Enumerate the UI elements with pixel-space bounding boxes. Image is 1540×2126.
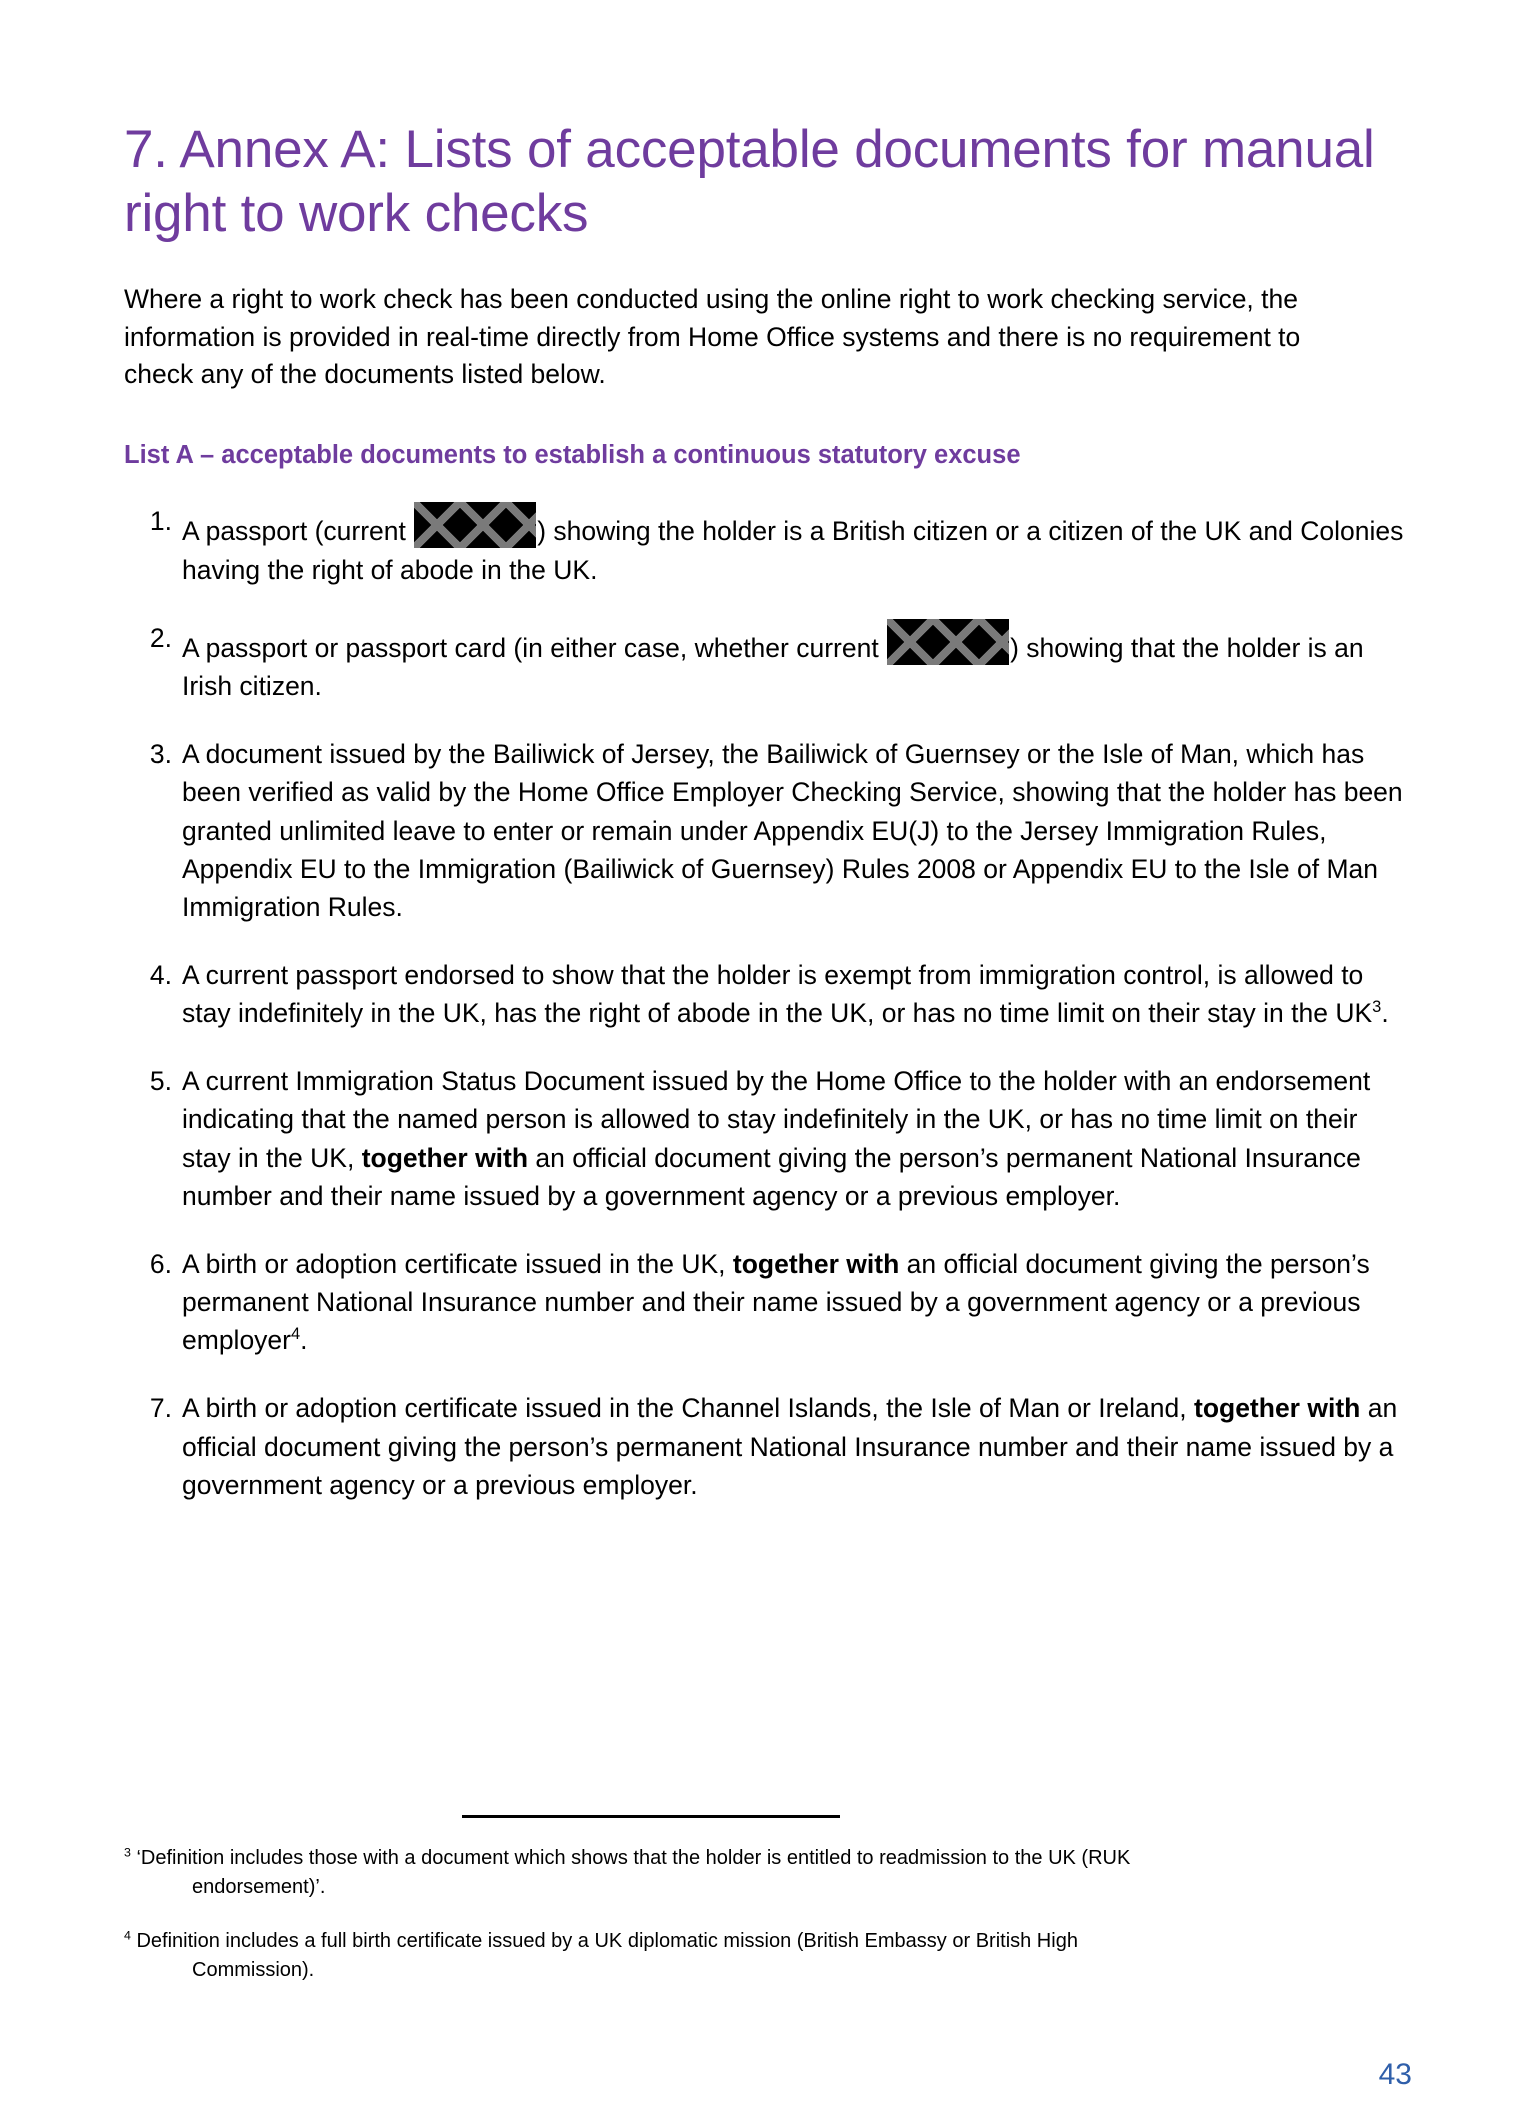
redaction-box-icon — [887, 619, 1009, 665]
footnote-4 — [124, 1927, 1412, 1984]
item-5-bold-phrase: together with — [361, 1142, 529, 1173]
footnote-3 — [124, 1844, 1412, 1901]
item-6-text-tail: . — [300, 1325, 308, 1356]
footnote-4-line1: Definition includes a full birth certificate issued by a UK diplomatic mission (British Embassy or British High — [136, 1930, 1078, 1953]
item-6-text-part2: an official document giving the person’s permanent National Insurance number and their name issued by a government agency or a previous employer — [182, 1248, 1370, 1356]
list-item-3 — [124, 735, 1412, 926]
footnote-marker-3: 3 — [1372, 998, 1382, 1017]
list-a-heading: List A – acceptable documents to establish a continuous statutory excuse — [124, 441, 1021, 470]
footnote-3-line2: endorsement)’. — [192, 1875, 326, 1898]
intro-paragraph: Where a right to work check has been conducted using the online right to work checking service, the information is provided in real-time directly from Home Office systems and there is no requirement to check any of the documents listed below. — [124, 284, 1301, 390]
list-item-1 — [124, 502, 1412, 588]
item-1-text-before: A passport (current — [182, 516, 414, 547]
page-title: 7. Annex A: Lists of acceptable documents for manual right to work checks — [124, 120, 1375, 243]
item-4-text-tail: . — [1381, 998, 1389, 1029]
item-4-text: A current passport endorsed to show that the holder is exempt from immigration control, is allowed to stay indefinitely in the UK, has the right of abode in the UK, or has no time limit on their stay in the UK — [182, 960, 1373, 1029]
footnotes-section — [124, 1815, 1412, 2010]
redaction-box-icon — [414, 502, 536, 548]
item-2-text-after: ) showing that the holder is an Irish citizen. — [182, 632, 1364, 702]
item-7-bold-phrase: together with — [1194, 1393, 1361, 1424]
item-6-text-part1: A birth or adoption certificate issued in the UK, — [182, 1248, 733, 1279]
item-6-bold-phrase: together with — [732, 1248, 900, 1279]
page-number: 43 — [1378, 2058, 1412, 2091]
acceptable-documents-list — [124, 502, 1412, 1503]
list-item-6 — [124, 1245, 1412, 1359]
footnote-3-marker: 3 — [124, 1845, 131, 1860]
list-item-7 — [124, 1389, 1412, 1503]
list-item-5 — [124, 1062, 1412, 1215]
item-1-text-after: ) showing the holder is a British citizen or a citizen of the UK and Colonies having the right of abode in the UK. — [182, 516, 1404, 585]
footnote-marker-4: 4 — [291, 1325, 301, 1344]
item-7-text-part1: A birth or adoption certificate issued in the Channel Islands, the Isle of Man or Ireland, — [182, 1393, 1194, 1424]
list-item-4 — [124, 956, 1412, 1032]
footnote-3-line1: ‘Definition includes those with a document which shows that the holder is entitled to readmission to the UK (RUK — [136, 1847, 1131, 1870]
item-5-text-part1: A current Immigration Status Document issued by the Home Office to the holder with an endorsement indicating that the named person is allowed to stay indefinitely in the UK, or has no time limit on their stay in the UK, — [182, 1066, 1371, 1173]
item-2-text-before: A passport or passport card (in either case, whether current — [182, 632, 887, 663]
item-5-text-part2: an official document giving the person’s permanent National Insurance number and their name issued by a government agency or a previous employer. — [182, 1142, 1361, 1211]
footnote-4-marker: 4 — [124, 1928, 131, 1943]
item-7-text-part2: an official document giving the person’s permanent National Insurance number and their name issued by a government agency or a previous employer. — [182, 1393, 1398, 1500]
footnote-4-line2: Commission). — [192, 1958, 315, 1981]
list-item-2 — [124, 619, 1412, 705]
item-3-text: A document issued by the Bailiwick of Jersey, the Bailiwick of Guernsey or the Isle of Man, which has been verified as valid by the Home Office Employer Checking Service, showing that the holder has been granted unlimited leave to enter or remain under Appendix EU(J) to the Jersey Immigration Rules, Appendix EU to the Immigration (Bailiwick of Guernsey) Rules 2008 or Appendix EU to the Isle of Man Immigration Rules. — [182, 739, 1403, 922]
footnote-separator-rule — [462, 1815, 840, 1818]
